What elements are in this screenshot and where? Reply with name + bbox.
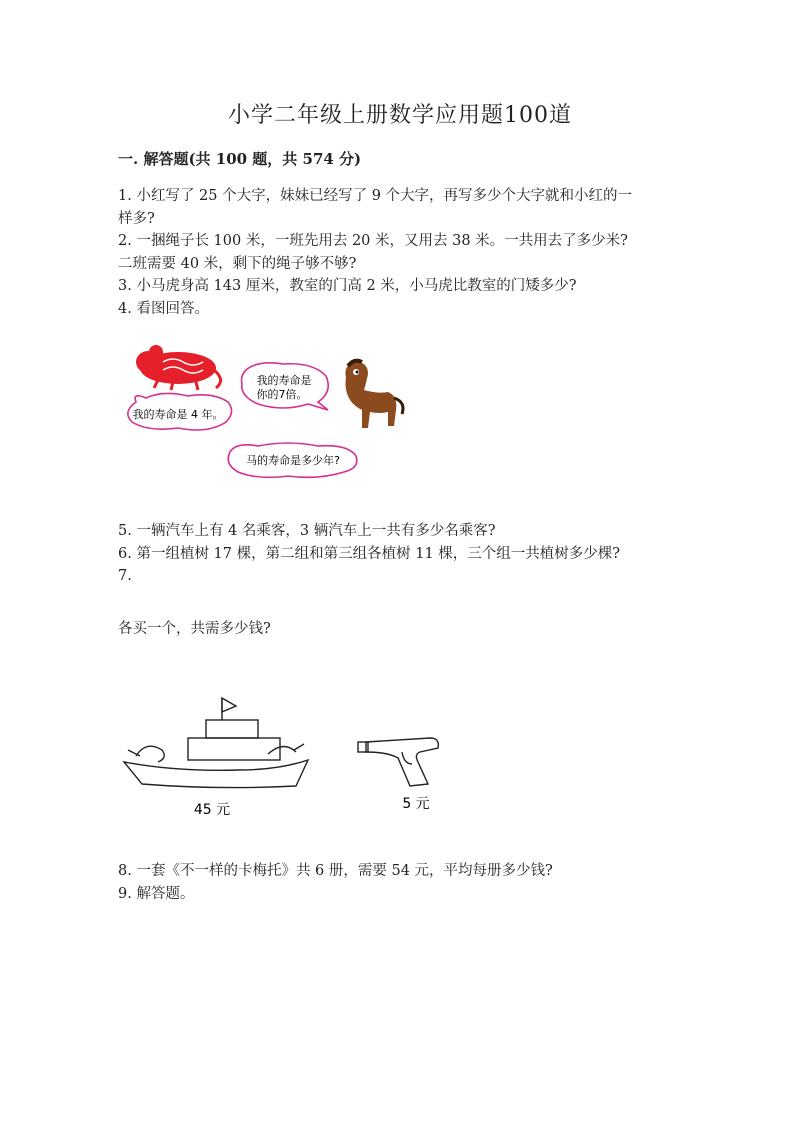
toy-gun-icon (358, 738, 438, 786)
gun-price: 5 元 (402, 796, 430, 812)
ship-price: 45 元 (193, 802, 231, 818)
page-title: 小学二年级上册数学应用题100道 (228, 103, 572, 128)
horse-icon (345, 361, 403, 428)
mouse-icon (136, 345, 221, 390)
question-6: 6. 第一组植树 17 棵，第二组和第三组各植树 11 棵，三个组一共植树多少棵? (118, 545, 621, 562)
section-heading: 一. 解答题(共 100 题，共 574 分) (118, 150, 362, 168)
question-2-line-2: 二班需要 40 米，剩下的绳子够不够? (118, 255, 357, 272)
question-2-line-1: 2. 一捆绳子长 100 米，一班先用去 20 米，又用去 38 米。一共用去了多少米? (118, 233, 628, 249)
question-4-figure (118, 340, 408, 480)
questions-1-4 (118, 185, 688, 320)
horse-bubble-text-2: 你的7倍。 (256, 388, 308, 401)
ship-icon (124, 698, 308, 788)
question-bubble-text: 马的寿命是多少年? (246, 454, 340, 467)
mouse-bubble-text: 我的寿命是 4 年。 (132, 408, 224, 421)
question-1-line-1: 1. 小红写了 25 个大字，妹妹已经写了 9 个大字，再写多少个大字就和小红的一 (118, 188, 633, 204)
question-9: 9. 解答题。 (118, 885, 195, 902)
horse-bubble-text-1: 我的寿命是 (256, 374, 312, 387)
question-1-line-2: 样多? (118, 210, 155, 227)
question-5: 5. 一辆汽车上有 4 名乘客，3 辆汽车上一共有多少名乘客? (118, 523, 496, 539)
question-3: 3. 小马虎身高 143 厘米，教室的门高 2 米，小马虎比教室的门矮多少? (118, 278, 577, 294)
questions-8-9 (118, 860, 688, 905)
question-7-text: 各买一个，共需多少钱? (118, 621, 271, 637)
question-7-figure (118, 690, 468, 820)
question-4: 4. 看图回答。 (118, 300, 209, 317)
question-8: 8. 一套《不一样的卡梅托》共 6 册，需要 54 元，平均每册多少钱? (118, 863, 553, 879)
question-7: 7. (118, 568, 132, 584)
questions-5-7 (118, 520, 688, 588)
